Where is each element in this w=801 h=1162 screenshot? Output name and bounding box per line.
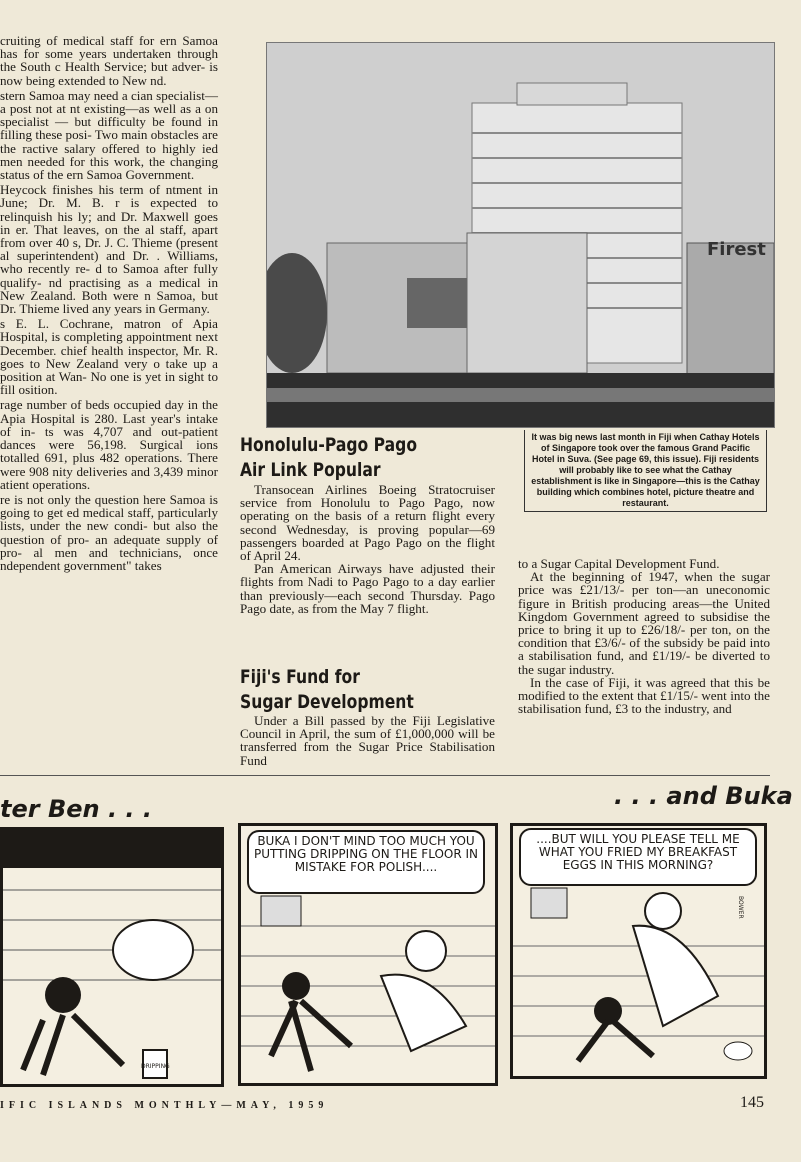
comic-panel-3 [510, 823, 767, 1079]
section-divider [0, 775, 770, 776]
artist-signature: BOWER [737, 896, 744, 919]
article2-headline-line2: Sugar Development [240, 691, 414, 713]
left-paragraph: re is not only the question here Samoa is going to get ed medical staff, particularly lists, under the new condi- but also the question of pro- an adequate supply of pro- al men and technicians, once ndependent government" takes [0, 491, 218, 573]
right-paragraph: At the beginning of 1947, when the sugar price was £21/13/- per ton—an uneconomic figure in British producing areas—the United Kingdom Government agreed to subsidise the price to bring it up to £26/18/- per ton, on the condition that £3/6/- of the subsidy be paid into a stabilisation fund, and £1/19/- be diverted to the sugar industry. [518, 569, 770, 677]
article2-paragraph: Under a Bill passed by the Fiji Legislative Council in April, the sum of £1,000,000 will be transferred from the Sugar Price Stabilisation Fund [240, 713, 495, 768]
article1-body [240, 483, 495, 615]
left-paragraph: Heycock finishes his term of ntment in June; Dr. M. B. r is expected to relinquish his ly; and Dr. Maxwell goes in er. That leaves, on the al staff, apart from over 40 s, Dr. J. C. Thieme (present al superintendent) and Dr. . Williams, who recently re- d to Samoa after fully qualify- nd practising as a medical in New Zealand. Both were n Samoa, but Dr. Thieme lived any years in Germany. [0, 182, 218, 317]
footer-magazine-name: IFIC ISLANDS MONTHLY—MAY, 1959 [0, 1100, 329, 1111]
article1-headline-line1: Honolulu-Pago Pago [240, 434, 418, 456]
page-number: 145 [740, 1094, 764, 1111]
comic-title-left: ter Ben . . . [0, 795, 153, 823]
article1-paragraph: Pan American Airways have adjusted their flights from Nadi to Pago Pago to a day earlier than previously—each second Thursday. Pago Pago date, as from the May 7 flight. [240, 561, 495, 616]
left-paragraph: cruiting of medical staff for ern Samoa has for some years undertaken through the South c Health Service; but adver- is now being extended to New nd. [0, 33, 218, 88]
article1-paragraph: Transocean Airlines Boeing Stratocruiser service from Honolulu to Pago Pago, now operating on the basis of a return flight every second Wednesday, is proving popular—69 passengers boarded at Pago Pago on the flight of April 24. [240, 482, 495, 564]
left-column-text [0, 34, 218, 574]
dripping-tin-label: DRIPPING [141, 1063, 170, 1070]
comic-panel-1 [0, 827, 224, 1087]
comic-panel-2 [238, 823, 498, 1086]
comic-title-right: . . . and Buka [614, 782, 793, 810]
cathay-building-photo [266, 42, 775, 428]
panel1-drawing [3, 830, 221, 1084]
left-paragraph: s E. L. Cochrane, matron of Apia Hospital, is completing appointment next December. chief health inspector, Mr. R. goes to New Zealand very o take up a position at Wan- No one is yet in sight to fill osition. [0, 316, 218, 398]
photo-caption: It was big news last month in Fiji when Cathay Hotels of Singapore took over the famous Grand Pacific Hotel in Suva. (See page 69, this issue). Fiji residents will probably like to see what the Cathay establishment is like in Singapore—this is the Cathay building which combines hotel, picture theatre and restaurant. [524, 430, 767, 512]
article2-headline-line1: Fiji's Fund for [240, 666, 360, 688]
right-paragraph: to a Sugar Capital Development Fund. [518, 556, 720, 571]
panel2-speech-bubble: BUKA I DON'T MIND TOO MUCH YOU PUTTING DRIPPING ON THE FLOOR IN MISTAKE FOR POLISH.... [247, 830, 485, 894]
photo-illustration [267, 43, 774, 427]
article2-body [240, 714, 495, 767]
firestone-sign: Firest [707, 239, 766, 260]
right-column-text [518, 557, 770, 715]
right-paragraph: In the case of Fiji, it was agreed that this be modified to the extent that £1/15/- went into the stabilisation fund, £3 to the industry, and [518, 674, 770, 717]
left-paragraph: rage number of beds occupied day in the Apia Hospital is 280. Last year's intake of in- ts was 4,707 and out-patient dances were 56,198. Surgical ions totalled 691, plus 482 operations. There were 908 nity deliveries and 3,439 minor atient operations. [0, 397, 218, 492]
panel3-speech-bubble: ....BUT WILL YOU PLEASE TELL ME WHAT YOU FRIED MY BREAKFAST EGGS IN THIS MORNING? [519, 828, 757, 886]
left-paragraph: stern Samoa may need a cian specialist—a post not at nt existing—as well as a on specialist — but difficulty be found in filling these posi- Two main obstacles are the ractive salary offered to highly ied men needed for this work, the changing status of the ern Samoa Government. [0, 87, 218, 183]
article1-headline-line2: Air Link Popular [240, 459, 381, 481]
